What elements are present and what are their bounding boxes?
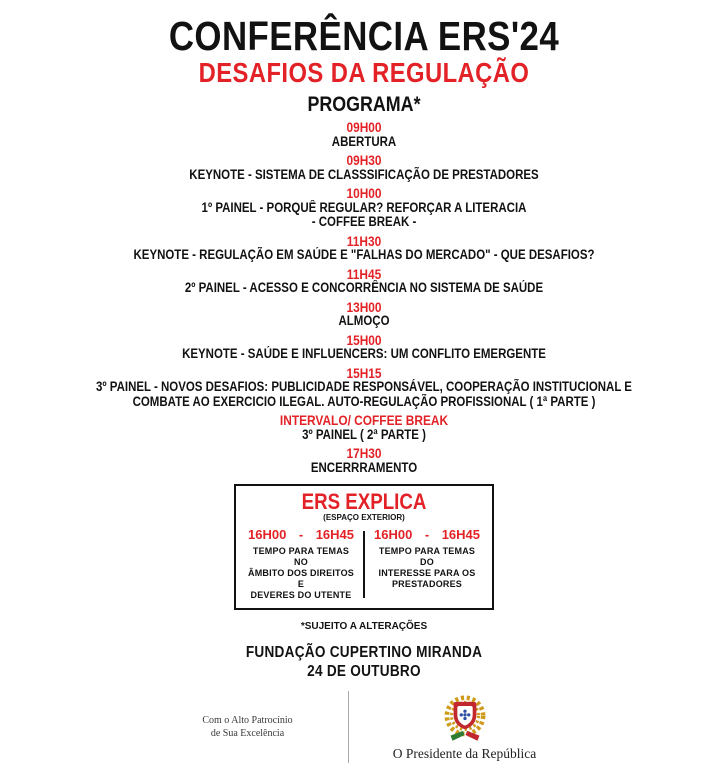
schedule-event: 2º PAINEL - ACESSO E CONCORRÊNCIA NO SISTEMA DE SAÚDE [184, 280, 544, 295]
schedule-time: 15H00 [346, 331, 382, 348]
schedule-group [0, 446, 728, 475]
schedule-event: ABERTURA [331, 133, 397, 149]
schedule-time: 13H00 [346, 298, 382, 315]
schedule-event: 3º PAINEL ( 2ª PARTE ) [302, 426, 426, 442]
venue-and-date [0, 643, 728, 681]
patronage-footer [0, 691, 728, 763]
ers-explica-box [234, 484, 494, 610]
ers-text-line: TEMPO PARA TEMAS DO [378, 546, 476, 567]
schedule-event: 1º PAINEL - PORQUÊ REGULAR? REFORÇAR A LITERACIA [201, 199, 527, 215]
ers-text-line: TEMPO PARA TEMAS NO [252, 546, 350, 567]
schedule-group [0, 153, 728, 182]
event-date: 24 DE OUTUBRO [307, 663, 421, 680]
ers-explica-column-prestadores [365, 528, 489, 601]
schedule-list [0, 120, 728, 475]
schedule-group [0, 186, 728, 230]
ers-column-text [371, 546, 483, 590]
schedule-time: INTERVALO/ COFFEE BREAK [279, 412, 449, 428]
schedule-time: 10H00 [346, 185, 382, 201]
schedule-event: KEYNOTE - SAÚDE E INFLUENCERS: UM CONFLITO EMERGENTE [182, 346, 546, 361]
schedule-group [0, 120, 728, 149]
schedule-time: 15H15 [346, 364, 382, 381]
presidency-block [365, 694, 565, 761]
schedule-event: KEYNOTE - SISTEMA DE CLASSSIFICAÇÃO DE PRESTADORES [189, 166, 539, 182]
ers-time-range [371, 528, 483, 542]
schedule-time: 11H45 [346, 265, 382, 282]
patronage-line: de Sua Excelência [210, 728, 285, 739]
schedule-group [0, 267, 728, 296]
coat-of-arms-icon [436, 694, 494, 744]
poster-subtitle: DESAFIOS DA REGULAÇÃO [198, 57, 530, 88]
patronage-text [164, 714, 332, 740]
schedule-group [0, 413, 728, 442]
ers-text-line: INTERESSE PARA OS [378, 568, 476, 578]
schedule-group [0, 333, 728, 362]
alterations-footnote: *SUJEITO A ALTERAÇÕES [300, 621, 428, 632]
program-label: PROGRAMA* [307, 93, 421, 116]
ers-time-start: 16H00 [374, 527, 413, 542]
schedule-time: 09H00 [346, 119, 382, 135]
schedule-group [0, 366, 728, 410]
ers-explica-subtitle: (ESPAÇO EXTERIOR) [323, 513, 405, 522]
schedule-event: KEYNOTE - REGULAÇÃO EM SAÚDE E "FALHAS DO MERCADO" - QUE DESAFIOS? [133, 247, 595, 262]
patronage-line: Com o Alto Patrocínio [202, 715, 293, 726]
poster-title: CONFERÊNCIA ERS'24 [168, 13, 560, 59]
ers-time-dash: - [424, 527, 430, 542]
ers-explica-columns [239, 528, 489, 601]
ers-time-end: 16H45 [315, 527, 354, 542]
president-label: O Presidente da República [392, 745, 537, 761]
ers-explica-title: ERS EXPLICA [301, 489, 427, 514]
ers-time-end: 16H45 [441, 527, 480, 542]
footer-divider [348, 691, 349, 763]
schedule-event: 3º PAINEL - NOVOS DESAFIOS: PUBLICIDADE RESPONSÁVEL, COOPERAÇÃO INSTITUCIONAL E [96, 379, 632, 394]
ers-explica-column-utente [239, 528, 363, 601]
ers-time-start: 16H00 [248, 527, 287, 542]
venue-name: FUNDAÇÃO CUPERTINO MIRANDA [245, 644, 483, 661]
schedule-group [0, 300, 728, 329]
schedule-event: ENCERRRAMENTO [310, 459, 418, 475]
schedule-event: COMBATE AO EXERCICIO ILEGAL. AUTO-REGULAÇÃO PROFISSIONAL ( 1ª PARTE ) [132, 393, 596, 409]
ers-column-text [245, 546, 357, 601]
ers-time-range [245, 528, 357, 542]
schedule-time: 11H30 [346, 232, 382, 249]
ers-text-line: ÂMBITO DOS DIREITOS E [248, 568, 354, 589]
ers-text-line: PRESTADORES [391, 579, 463, 589]
ers-time-dash: - [298, 527, 304, 542]
schedule-time: 17H30 [346, 445, 382, 461]
schedule-time: 09H30 [346, 152, 382, 168]
schedule-event: ALMOÇO [338, 313, 390, 328]
schedule-group [0, 234, 728, 263]
ers-text-line: DEVERES DO UTENTE [250, 590, 352, 600]
schedule-event: - COFFEE BREAK - [311, 214, 417, 229]
